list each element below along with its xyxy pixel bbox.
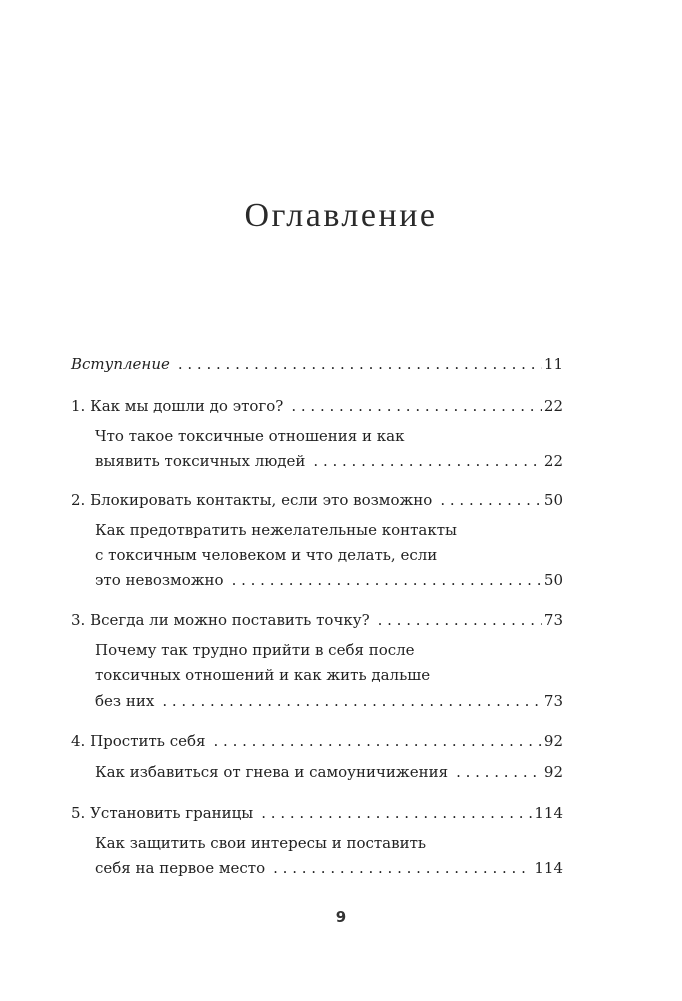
dot-leader bbox=[261, 801, 532, 825]
toc-subentry-text: себя на первое место bbox=[95, 859, 266, 877]
toc-subentry-chapter-1[interactable] bbox=[95, 449, 563, 473]
dot-leader bbox=[456, 760, 542, 784]
toc-subentry-line bbox=[95, 518, 563, 542]
toc-entry-chapter-3[interactable] bbox=[71, 608, 563, 632]
toc-page-number: 50 bbox=[543, 571, 563, 589]
toc-entry-title: Вступление bbox=[71, 355, 170, 373]
dot-leader bbox=[291, 394, 542, 418]
toc-entry-chapter-2[interactable] bbox=[71, 488, 563, 512]
toc-subentry-chapter-5[interactable] bbox=[95, 856, 563, 880]
dot-leader bbox=[273, 856, 532, 880]
toc-subentry-text: Что такое токсичные отношения и как bbox=[95, 427, 405, 445]
toc-entry-title: 4. Простить себя bbox=[71, 732, 206, 750]
dot-leader bbox=[214, 729, 542, 753]
toc-subentry-text: выявить токсичных людей bbox=[95, 452, 306, 470]
toc-entry-title: 2. Блокировать контакты, если это возможно bbox=[71, 491, 433, 509]
toc-subentry-line bbox=[95, 543, 563, 567]
toc-subentry-text: без них bbox=[95, 692, 155, 710]
toc-page-number: 92 bbox=[543, 732, 563, 750]
toc-subentry-chapter-3[interactable] bbox=[95, 689, 563, 713]
toc-subentry-line bbox=[95, 638, 563, 662]
toc-page-number: 73 bbox=[543, 692, 563, 710]
toc-subentry-line bbox=[95, 831, 563, 855]
toc-page-number: 92 bbox=[543, 763, 563, 781]
toc-subentry-line bbox=[95, 663, 563, 687]
toc-subentry-line bbox=[95, 424, 563, 448]
toc-page-number: 73 bbox=[543, 611, 563, 629]
toc-entry-chapter-4[interactable] bbox=[71, 729, 563, 753]
toc-subentry-text: Как предотвратить нежелательные контакты bbox=[95, 521, 457, 539]
toc-subentry-text: это невозможно bbox=[95, 571, 224, 589]
dot-leader bbox=[378, 608, 542, 632]
toc-entry-title: 5. Установить границы bbox=[71, 804, 254, 822]
toc-page-number: 50 bbox=[543, 491, 563, 509]
toc-page-number: 11 bbox=[543, 355, 563, 373]
toc-subentry-text: Как избавиться от гнева и самоуничижения bbox=[95, 763, 449, 781]
toc-entry-chapter-1[interactable] bbox=[71, 394, 563, 418]
toc-page-number: 22 bbox=[543, 397, 563, 415]
toc-entry-intro[interactable] bbox=[71, 352, 563, 376]
dot-leader bbox=[162, 689, 542, 713]
dot-leader bbox=[440, 488, 542, 512]
toc-subentry-chapter-2[interactable] bbox=[95, 568, 563, 592]
toc-subentry-text: Как защитить свои интересы и поставить bbox=[95, 834, 427, 852]
dot-leader bbox=[313, 449, 542, 473]
toc-page-number: 114 bbox=[534, 859, 563, 877]
toc-page-number: 114 bbox=[534, 804, 563, 822]
toc-entry-title: 1. Как мы дошли до этого? bbox=[71, 397, 284, 415]
page-number: 9 bbox=[335, 908, 347, 926]
toc-subentry-text: с токсичным человеком и что делать, если bbox=[95, 546, 438, 564]
dot-leader bbox=[178, 352, 542, 376]
dot-leader bbox=[232, 568, 542, 592]
toc-subentry-text: токсичных отношений и как жить дальше bbox=[95, 666, 431, 684]
toc-subentry-chapter-4[interactable] bbox=[95, 760, 563, 784]
toc-subentry-text: Почему так трудно прийти в себя после bbox=[95, 641, 415, 659]
page-title: Оглавление bbox=[244, 197, 438, 234]
toc-entry-title: 3. Всегда ли можно поставить точку? bbox=[71, 611, 370, 629]
toc-entry-chapter-5[interactable] bbox=[71, 801, 563, 825]
toc-page-number: 22 bbox=[543, 452, 563, 470]
